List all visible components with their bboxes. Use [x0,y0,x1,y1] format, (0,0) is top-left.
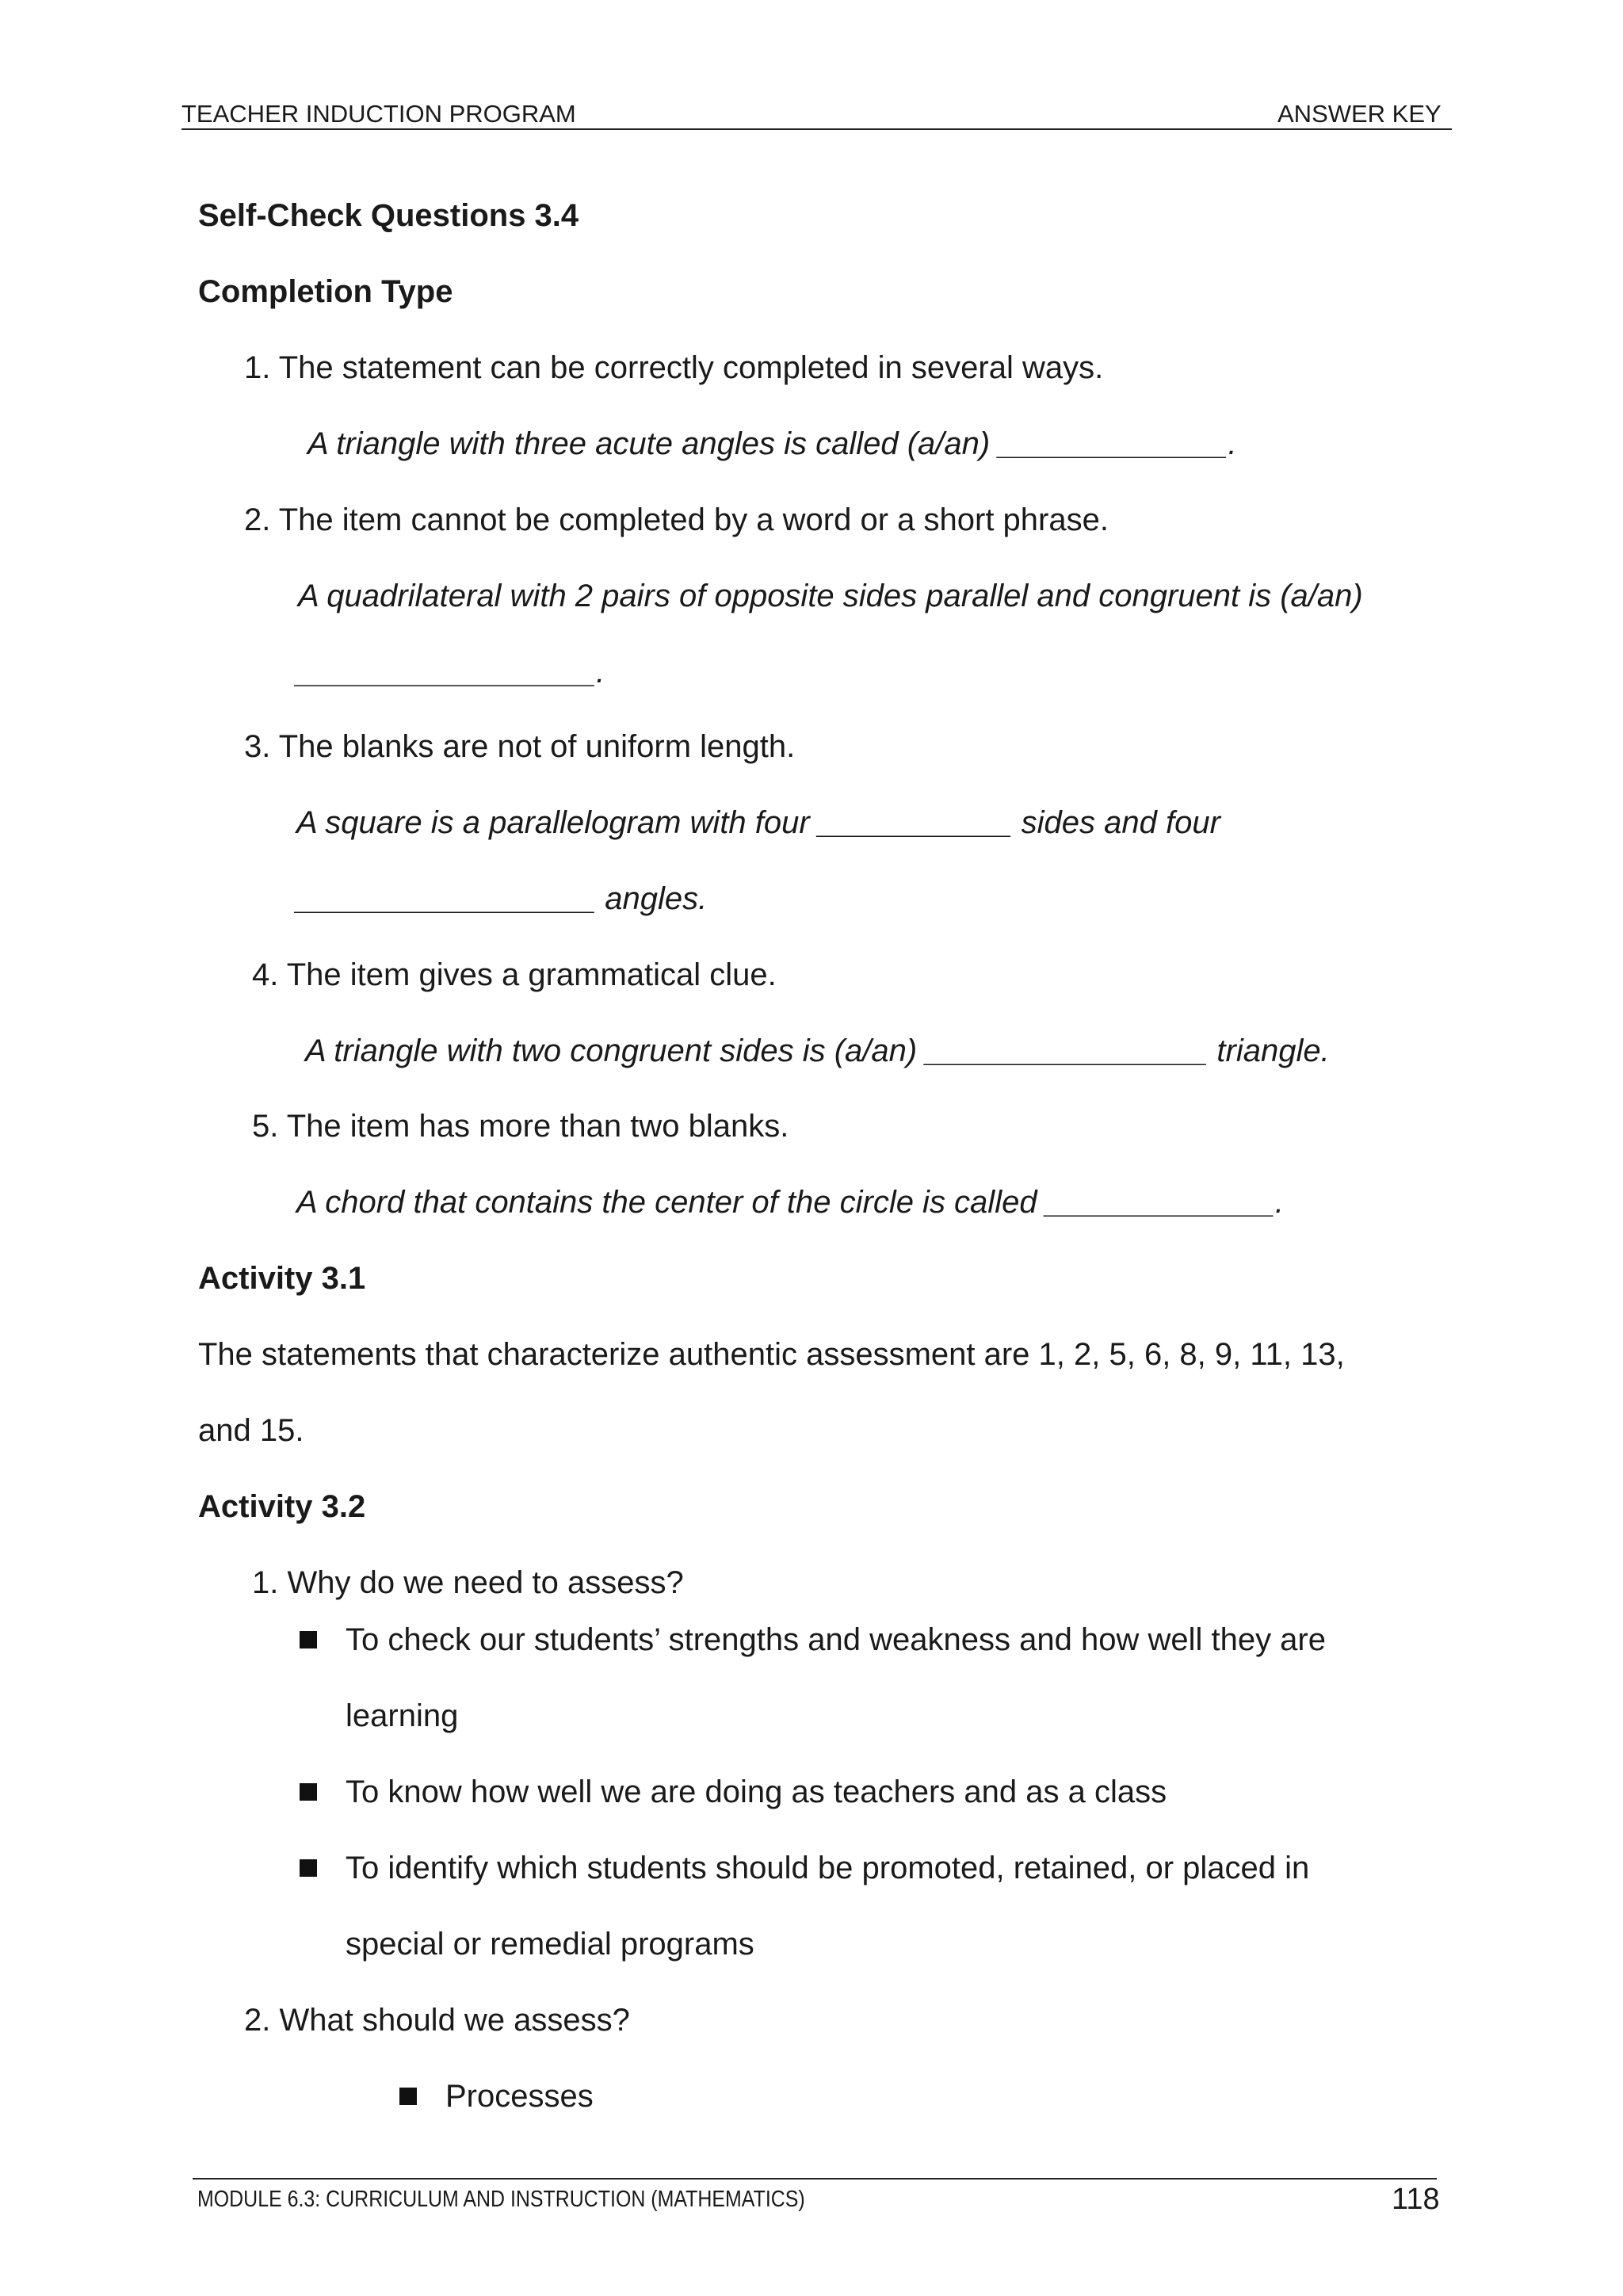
page-number: 118 [1392,2183,1440,2216]
section-title-activity-3-1: Activity 3.1 [198,1261,366,1296]
header-program-title: TEACHER INDUCTION PROGRAM [181,100,576,128]
bullet-2-line-1: To know how well we are doing as teachers and as a class [346,1775,1167,1809]
square-bullet-icon [300,1783,317,1801]
header-answer-key: ANSWER KEY [1277,100,1442,128]
activity-3-2-question-1: 1. Why do we need to assess? [252,1565,684,1600]
q2-bullet-processes: Processes [445,2079,594,2114]
footer-rule [193,2178,1437,2179]
item-2-statement: 2. The item cannot be completed by a word or a short phrase. [244,502,1109,537]
footer-module-title: MODULE 6.3: CURRICULUM AND INSTRUCTION (MATHEMATICS) [197,2187,805,2212]
section-title-activity-3-2: Activity 3.2 [198,1489,366,1524]
bullet-3-line-2: special or remedial programs [346,1927,754,1962]
item-5-statement: 5. The item has more than two blanks. [252,1109,789,1144]
item-3-example-line-1: A square is a parallelogram with four ___________ sides and four [296,805,1220,840]
item-1-example: A triangle with three acute angles is called (a/an) _____________. [307,426,1237,461]
square-bullet-icon [300,1631,317,1648]
square-bullet-icon [399,2088,417,2105]
item-3-example-line-2: _________________ angles. [296,881,708,916]
bullet-1-line-1: To check our students’ strengths and weakness and how well they are [346,1622,1326,1657]
item-2-example-line-2: _________________. [296,655,605,690]
activity-3-1-text-line-1: The statements that characterize authentic assessment are 1, 2, 5, 6, 8, 9, 11, 13, [198,1337,1345,1372]
item-4-example: A triangle with two congruent sides is (a/an) ________________ triangle. [305,1033,1330,1068]
activity-3-2-question-2: 2. What should we assess? [244,2003,630,2038]
activity-3-1-text-line-2: and 15. [198,1413,304,1448]
item-5-example: A chord that contains the center of the circle is called _____________. [296,1185,1284,1220]
bullet-1-line-2: learning [346,1698,459,1733]
bullet-3-line-1: To identify which students should be promoted, retained, or placed in [346,1851,1310,1885]
item-2-example-line-1: A quadrilateral with 2 pairs of opposite sides parallel and congruent is (a/an) [298,579,1363,613]
item-1-statement: 1. The statement can be correctly completed in several ways. [244,350,1104,385]
item-4-statement: 4. The item gives a grammatical clue. [252,957,777,992]
section-subtitle-completion-type: Completion Type [198,274,453,309]
item-3-statement: 3. The blanks are not of uniform length. [244,729,796,764]
header-rule [181,128,1452,130]
section-title-self-check: Self-Check Questions 3.4 [198,198,579,233]
square-bullet-icon [300,1859,317,1877]
